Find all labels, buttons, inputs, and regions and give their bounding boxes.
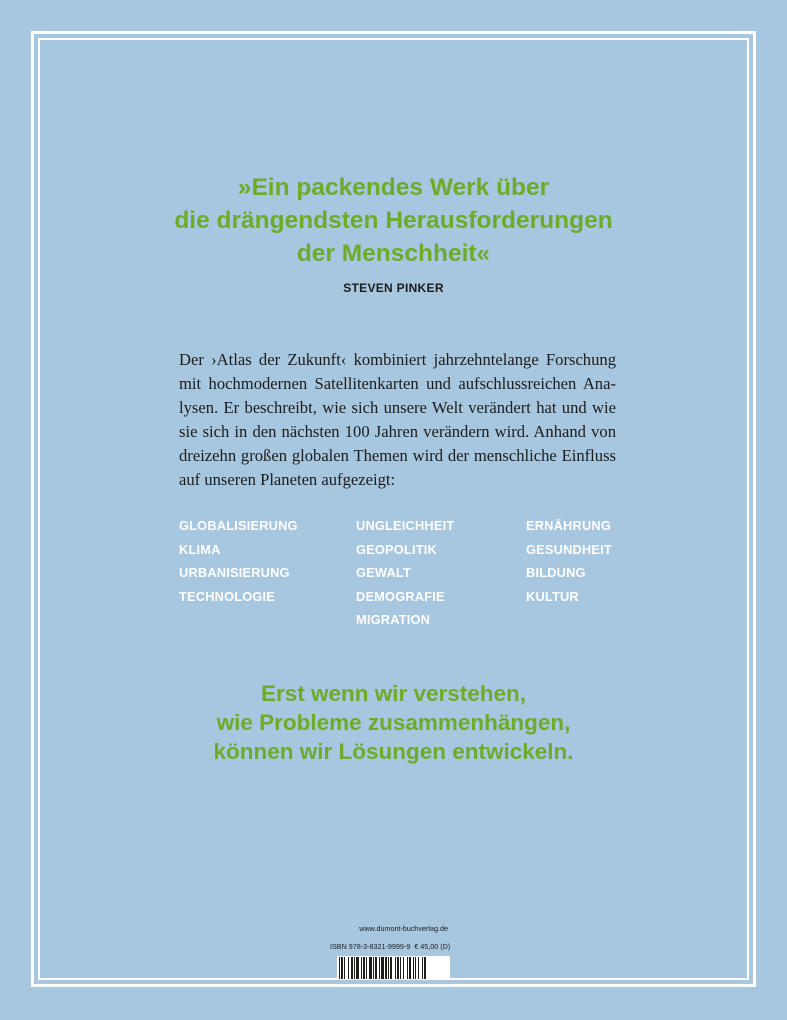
closing-line: Erst wenn wir verstehen,	[260, 681, 527, 706]
barcode-bar	[424, 957, 426, 979]
barcode-bar	[415, 957, 416, 979]
barcode-bar	[375, 957, 377, 979]
closing-line: wie Probleme zusammenhängen,	[216, 710, 571, 735]
isbn-number: ISBN 978-3-8321-9999-9	[330, 942, 411, 951]
closing-line: können wir Lösungen entwickeln.	[213, 739, 574, 764]
barcode-bar	[413, 957, 414, 979]
barcode-bar	[351, 957, 353, 979]
barcode-bar	[397, 957, 399, 979]
price: € 45,00 (D)	[414, 942, 451, 951]
description-line: auf unseren Planeten aufgezeigt:	[179, 470, 396, 489]
topic-item: GEWALT	[356, 565, 411, 580]
barcode-bar	[354, 957, 355, 979]
barcode-bar	[348, 957, 349, 979]
barcode-bar	[422, 957, 423, 979]
barcode-bar	[369, 957, 372, 979]
topic-item: GESUNDHEIT	[526, 541, 612, 557]
barcode-bar	[403, 957, 404, 979]
isbn-price-line	[330, 942, 450, 951]
description-paragraph	[179, 348, 616, 492]
barcode-bar	[385, 957, 387, 979]
barcode-bar	[388, 957, 389, 979]
publisher-url: www.dumont-buchverlag.de	[359, 924, 448, 933]
topic-item: KLIMA	[179, 541, 221, 557]
closing-statement	[0, 679, 787, 766]
barcode-bar	[409, 957, 411, 979]
topic-item: GEOPOLITIK	[356, 541, 437, 557]
description-line: mit hochmodernen Satellitenkarten und aufschlussreichen Ana-	[179, 374, 616, 393]
quote-line: »Ein packendes Werk über	[237, 174, 550, 201]
barcode-bar	[341, 957, 343, 979]
barcode-bar	[356, 957, 359, 979]
barcode-bar	[390, 957, 392, 979]
barcode-bar	[381, 957, 384, 979]
description-line: dreizehn großen globalen Themen wird der menschliche Einfluss	[179, 446, 616, 465]
barcode-bar	[361, 957, 362, 979]
barcode-bar	[407, 957, 408, 979]
topic-list-column-1	[179, 514, 298, 608]
topic-item: UNGLEICHHEIT	[356, 518, 455, 533]
description-line: lysen. Er beschreibt, wie sich unsere Welt verändert hat und wie	[179, 398, 616, 417]
barcode-bar	[344, 957, 345, 979]
topic-list-column-3	[526, 514, 612, 608]
topic-item: BILDUNG	[526, 565, 586, 580]
topic-item: MIGRATION	[356, 612, 431, 627]
topic-item: TECHNOLOGIE	[179, 588, 276, 604]
barcode-bar	[366, 957, 367, 979]
description-line: sie sich in den nächsten 100 Jahren verändern wird. Anhand von	[179, 422, 616, 441]
quote-author: STEVEN PINKER	[343, 281, 444, 295]
barcode	[337, 956, 450, 980]
barcode-bar	[418, 957, 419, 979]
topic-item: DEMOGRAFIE	[356, 588, 445, 604]
barcode-bar	[379, 957, 380, 979]
barcode-bar	[395, 957, 396, 979]
description-line: Der ›Atlas der Zukunft‹ kombiniert jahrzehntelange Forschung	[179, 350, 616, 369]
barcode-bar	[373, 957, 374, 979]
topic-item: GLOBALISIERUNG	[179, 518, 298, 533]
barcode-bar	[339, 957, 340, 979]
barcode-bar	[400, 957, 401, 979]
topic-item: ERNÄHRUNG	[526, 518, 611, 533]
barcode-bar	[363, 957, 365, 979]
topic-list-column-2	[356, 514, 454, 632]
pull-quote	[0, 171, 787, 270]
quote-line: die drängendsten Herausforderungen	[174, 207, 613, 234]
barcode-graphic	[337, 956, 450, 980]
topic-item: URBANISIERUNG	[179, 565, 290, 580]
topic-item: KULTUR	[526, 588, 579, 604]
quote-line: der Menschheit«	[296, 240, 491, 267]
